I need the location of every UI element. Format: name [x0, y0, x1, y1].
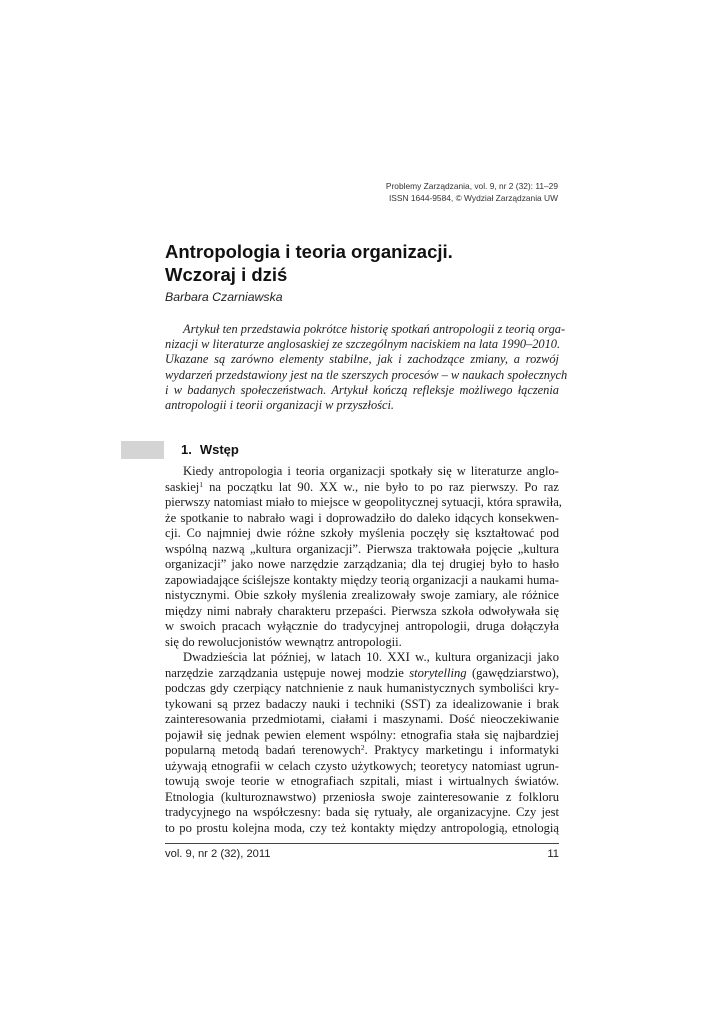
body-line: Kiedy antropologia i teoria organizacji spotkały się w literaturze anglo- [183, 464, 559, 478]
body-line: że spotkanie to nabrało wagi i doprowadziło do daleko idących konsekwen- [165, 510, 559, 525]
body-text [165, 464, 562, 836]
abstract-line: Artykuł ten przedstawia pokrótce historię spotkań antropologii z teorią orga- [183, 322, 566, 336]
article-abstract [165, 322, 568, 413]
body-line: nistycznymi. Obie szkoły myślenia zrealizowały swoje zamiary, ale różnice [165, 588, 559, 602]
body-text-fragment: . Praktycy marketingu i informatyki [364, 743, 559, 757]
body-line: cji. Co najmniej dwie różne szkoły myślenia poczęły się kształtować pod [165, 526, 559, 540]
body-line: się do rewolucjonistów wewnątrz antropologii. [165, 634, 402, 649]
footer-divider [165, 843, 559, 844]
article-author: Barbara Czarniawska [165, 290, 283, 304]
journal-citation: Problemy Zarządzania, vol. 9, nr 2 (32): 11–29 [385, 181, 558, 191]
body-text-fragment: narzędzie zarządzania ustępuje nowej modzie [165, 665, 404, 680]
journal-reference [198, 181, 558, 204]
article-title-line-2: Wczoraj i dziś [165, 264, 288, 285]
body-text-fragment: na początku lat 90. XX w., nie było to po raz pierwszy. Po raz [203, 479, 559, 494]
body-line: zapowiadające ściślejsze kontakty między teorią organizacji a naukami huma- [165, 572, 559, 587]
section-title: Wstęp [199, 442, 239, 457]
italic-term: storytelling [409, 665, 467, 680]
body-line: między nimi nabrały charakteru przepaści. Pierwsza szkoła odwoływała się [165, 603, 559, 618]
body-line: używają etnografii w celach czysto użytkowych; teoretycy natomiast ugrun- [165, 758, 559, 773]
body-line: pierwszy natomiast miało to miejsce w geopolitycznej sytuacji, która sprawiła, [165, 495, 562, 509]
article-title [165, 240, 585, 286]
body-line: w swoich pracach wyłącznie do tradycyjnej antropologii, druga dołączyła [165, 619, 559, 633]
body-line: zainteresowania przedmiotami, ciałami i maszynami. Dość nieoczekiwanie [165, 712, 559, 726]
body-line: tykowani są przez badaczy nauki i techniki (SST) za idealizowanie i brak [165, 696, 559, 711]
body-line: towują swoje teorie w etnografiach szpitali, miast i wirtualnych światów. [165, 774, 559, 788]
footnote-ref-2[interactable]: 2 [360, 743, 365, 752]
body-line: tradycyjnego na współczesny: bada się rytuały, ale organizacyjne. Czy jest [165, 805, 559, 819]
footer-issue-info: vol. 9, nr 2 (32), 2011 [165, 848, 271, 860]
body-line: wspólną nazwą „kultura organizacji”. Pierwsza traktowała pojęcie „kultura [165, 541, 559, 556]
body-line [165, 743, 559, 759]
journal-issn: ISSN 1644-9584, © Wydział Zarządzania UW [388, 192, 558, 203]
abstract-line: nizacji w literaturze anglosaskiej ze szczególnym naciskiem na lata 1990–2010. [165, 337, 561, 352]
section-heading [181, 441, 239, 459]
body-line: Etnologia (kulturoznawstwo) przeniosła swoje zainteresowanie z folkloru [165, 789, 559, 804]
section-marker-bar [121, 441, 164, 459]
body-line [165, 480, 559, 496]
body-line: organizacji” jako nowe narzędzie zarządzania; dla tej drugiej było to hasło [165, 557, 559, 571]
body-line: Dwadzieścia lat później, w latach 10. XXI w., kultura organizacji jako [183, 650, 559, 664]
footnote-ref-1[interactable]: 1 [199, 479, 204, 489]
abstract-line: antropologii i teorii organizacji w przyszłości. [165, 397, 395, 412]
body-text-fragment: popularną metodą badań terenowych [165, 743, 361, 757]
abstract-line: wydarzeń przedstawiony jest na tle szerszych procesów – w naukach społecznych [165, 367, 568, 382]
abstract-line: Ukazane są zarówno elementy stabilne, jak i zachodzące zmiany, a rozwój [165, 352, 559, 367]
body-line: podczas gdy czerpiący natchnienie z nauk humanistycznych symboliści kry- [165, 681, 559, 695]
page-number: 11 [547, 848, 559, 860]
abstract-line: i w badanych społeczeństwach. Artykuł kończą refleksje możliwego łączenia [165, 382, 559, 397]
body-text-fragment: (gawędziarstwo), [466, 665, 560, 680]
body-line: to po prostu kolejna moda, czy też kontakty między antropologią, etnologią [165, 820, 559, 835]
body-line: pojawił się jednak pewien element wspólny: etnografia stała się najbardziej [165, 727, 559, 742]
body-line [165, 666, 559, 682]
section-number: 1. [181, 442, 192, 457]
article-title-line-1: Antropologia i teoria organizacji. [165, 241, 453, 262]
body-text-fragment: saskiej [165, 479, 200, 494]
